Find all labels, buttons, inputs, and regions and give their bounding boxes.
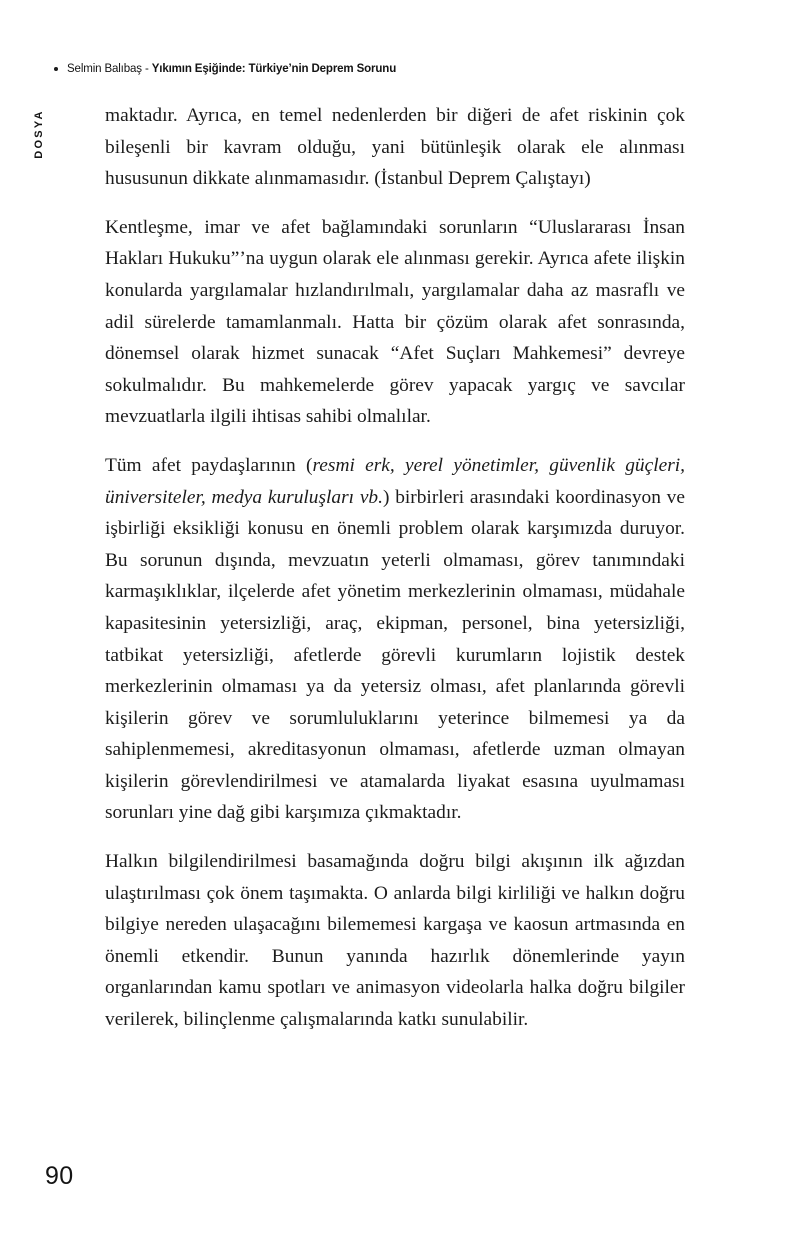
body-paragraph [105,212,685,433]
running-header-title: Yıkımın Eşiğinde: Türkiye’nin Deprem Sorunu [151,61,397,75]
running-header-text [67,62,396,74]
text-run: Halkın bilgilendirilmesi basamağında doğru bilgi akışının ilk ağızdan ulaştırılması çok önem taşımakta. O anlarda bilgi kirliliği ve halkın doğru bilgiye nereden ulaşacağını bilememesi kargaşa ve kaosun artmasında en önemli etkendir. Bunun yanında hazırlık dönemlerinde yayın organlarından kamu spotları ve animasyon videolarla halka doğru bilgiler verilerek, bilinçlenme çalışmalarında katkı sunulabilir. [105,851,685,1031]
text-run: Tüm afet paydaşlarının ( [105,454,313,476]
page-number: 90 [45,1162,74,1190]
text-run: ) birbirleri arasındaki koordinasyon ve işbirliği eksikliği konusu en önemli problem olarak karşımızda duruyor. Bu sorunun dışında, mevzuatın yeterli olmaması, görev tanımındaki karmaşıklıklar, ilçelerde afet yönetim merkezlerinin olmaması, müdahale kapasitesinin yetersizliği, araç, ekipman, personel, bina yetersizliği, tatbikat yetersizliği, afetlerde görevli kurumların lojistik destek merkezlerinin olmaması ya da yetersiz olması, afet planlarında görevli kişilerin görev ve sorumluluklarını yeterince bilmemesi ya da sahiplenmemesi, akreditasyonun olmaması, afetlerde uzman olmayan kişilerin görevlendirilmesi ve atamalarda liyakat esasına uyulmaması sorunları yine dağ gibi karşımıza çıkmaktadır. [105,486,685,824]
running-header-separator: - [141,61,152,75]
bullet-dot-icon [54,67,58,71]
body-paragraph [105,846,685,1036]
running-header-author: Selmin Balıbaş [67,61,142,75]
italic-run: resmi erk, yerel yönetimler, güvenlik güçleri, üniversiteler, medya kuruluşları vb. [105,454,685,508]
body-text-column [105,100,685,1036]
text-run: maktadır. Ayrıca, en temel nedenlerden bir diğeri de afet riskinin çok bileşenli bir kavram olduğu, yani bütünleşik olarak ele alınması hususunun dikkate alınmamasıdır. (İstanbul Deprem Çalıştayı) [105,105,685,190]
body-paragraph [105,450,685,829]
section-tab-label: DOSYA [33,109,46,159]
body-paragraph [105,100,685,195]
running-header [54,62,421,74]
text-run: Kentleşme, imar ve afet bağlamındaki sorunların “Uluslararası İnsan Hakları Hukuku”’na uygun olarak ele alınması gerekir. Ayrıca afete ilişkin konularda yargılamalar hızlandırılmalı, yargılamalar daha az masraflı ve adil sürelerde tamamlanmalı. Hatta bir çözüm olarak afet sonrasında, dönemsel olarak hizmet sunacak “Afet Suçları Mahkemesi” devreye sokulmalıdır. Bu mahkemelerde görev yapacak yargıç ve savcılar mevzuatlarla ilgili ihtisas sahibi olmalılar. [105,216,685,428]
section-tab [0,92,82,182]
